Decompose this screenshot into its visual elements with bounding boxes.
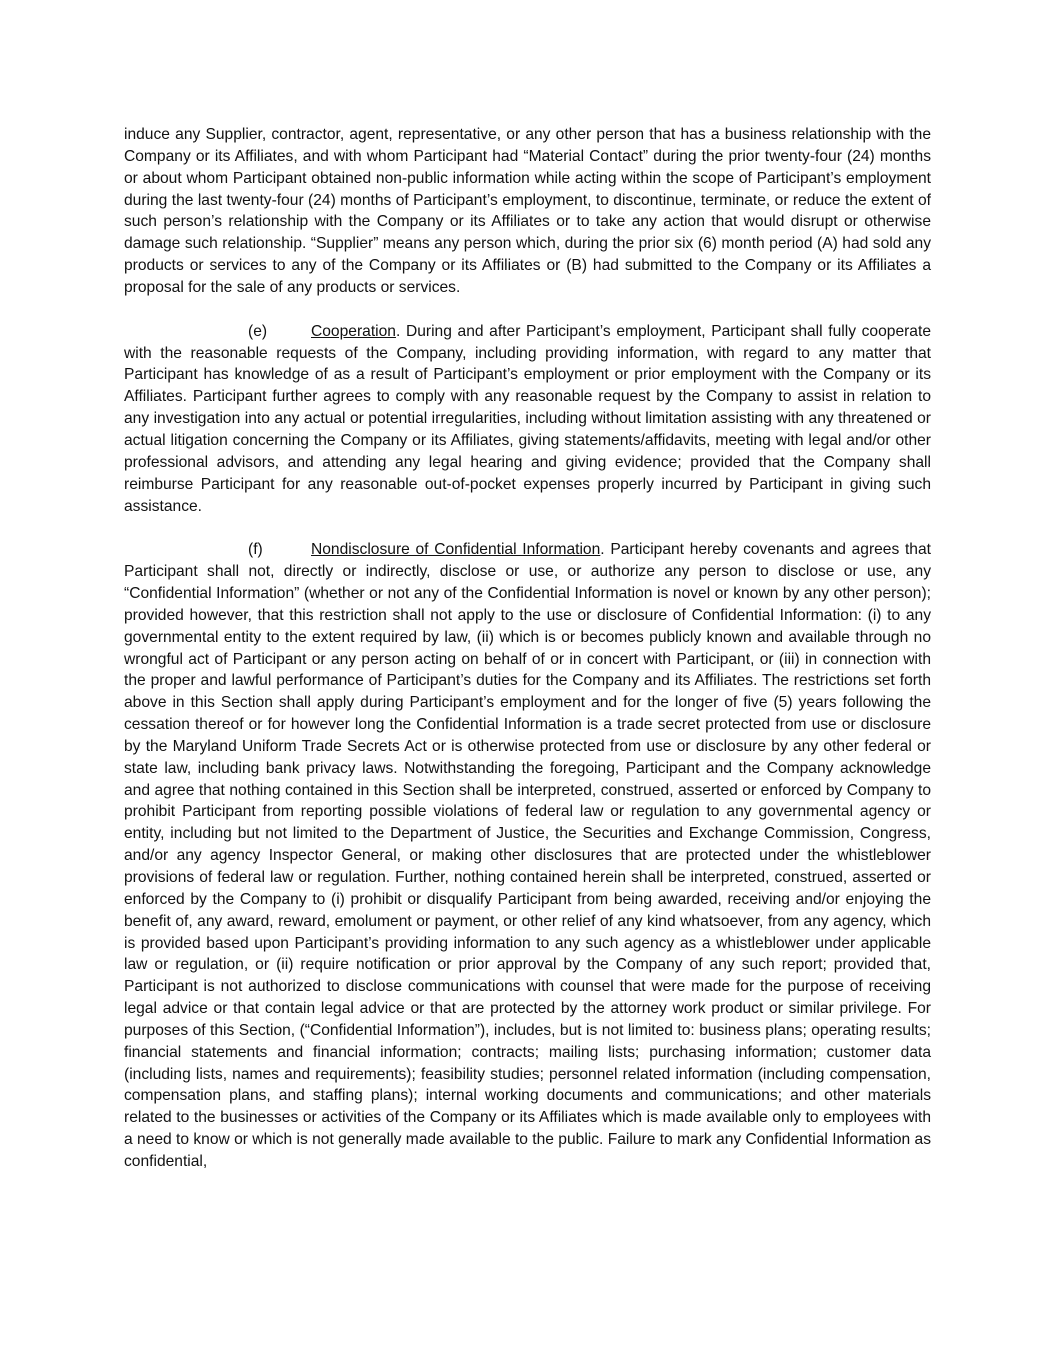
section-e-body: . During and after Participant’s employment, Participant shall fully cooperate with the reasonable requests of the Company, including providing information, with regard to any matter that Participant has knowledge of as a result of Participant’s employment or prior employment with the Company or its Affiliates. Participant further agrees to comply with any reasonable request by the Company to assist in relation to any investigation into any actual or potential irregularities, including without limitation assisting with any threatened or actual litigation concerning the Company or its Affiliates, giving statements/affidavits, meeting with legal and/or other professional advisors, and attending any legal hearing and giving evidence; provided that the Company shall reimburse Participant for any reasonable out-of-pocket expenses properly incurred by Participant in giving such assistance. (124, 322, 931, 515)
section-e-heading: Cooperation (311, 322, 396, 340)
section-f-marker: (f) (248, 541, 263, 559)
paragraph-supplier-continuation: induce any Supplier, contractor, agent, representative, or any other person that has a business relationship with the Company or its Affiliates, and with whom Participant had “Material Contact” during the prior twenty-four (24) months or about whom Participant obtained non-public information while acting within the scope of Participant’s employment during the last twenty-four (24) months of Participant’s employment, to discontinue, terminate, or reduce the extent of such person’s relationship with the Company or its Affiliates or to take any action that would disrupt or otherwise damage such relationship. “Supplier” means any person which, during the prior six (6) month period (A) had sold any products or services to any of the Company or its Affiliates or (B) had submitted to the Company or its Affiliates a proposal for the sale of any products or services. (124, 126, 931, 296)
section-f-nondisclosure (124, 539, 931, 1172)
section-f-heading: Nondisclosure of Confidential Information (311, 541, 601, 559)
section-f-body: . Participant hereby covenants and agrees that Participant shall not, directly or indirectly, disclose or use, or authorize any person to disclose or use, any “Confidential Information” (whether or not any of the Confidential Information is novel or known by any other person); provided however, that this restriction shall not apply to the use or disclosure of Confidential Information: (i) to any governmental entity to the extent required by law, (ii) which is or becomes publicly known and available through no wrongful act of Participant or any person acting on behalf of or in concert with Participant, or (iii) in connection with the proper and lawful performance of Participant’s duties for the Company and its Affiliates. The restrictions set forth above in this Section shall apply during Participant’s employment and for the longer of five (5) years following the cessation thereof or for however long the Confidential Information is a trade secret protected from use or disclosure by the Maryland Uniform Trade Secrets Act or is otherwise protected from use or disclosure by any other federal or state law, including bank privacy laws. Notwithstanding the foregoing, Participant and the Company acknowledge and agree that nothing contained in this Section shall be interpreted, construed, asserted or enforced by Company to prohibit Participant from reporting possible violations of federal law or regulation to any governmental agency or entity, including but not limited to the Department of Justice, the Securities and Exchange Commission, Congress, and/or any agency Inspector General, or making other disclosures that are protected under the whistleblower provisions of federal law or regulation. Further, nothing contained herein shall be interpreted, construed, asserted or enforced by the Company to (i) prohibit or disqualify Participant from being awarded, receiving and/or enjoying the benefit of, any award, reward, emolument or payment, or other relief of any kind whatsoever, from any agency, which is provided based upon Participant’s providing information to any such agency as a whistleblower under applicable law or regulation, or (ii) require notification or prior approval by the Company of any such report; provided that, Participant is not authorized to disclose communications with counsel that were made for the purpose of receiving legal advice or that contain legal advice or that are protected by the attorney work product or similar privilege. For purposes of this Section, (“Confidential Information”), includes, but is not limited to: business plans; operating results; financial statements and financial information; contracts; mailing lists; purchasing information; customer data (including lists, names and requirements); feasibility studies; personnel related information (including compensation, compensation plans, and staffing plans); internal working documents and communications; and other materials related to the businesses or activities of the Company or its Affiliates which is made available only to employees with a need to know or which is not generally made available to the public. Failure to mark any Confidential Information as confidential, (124, 541, 931, 1170)
document-page (124, 124, 931, 1195)
section-e-marker: (e) (248, 322, 268, 340)
section-e-cooperation (124, 321, 931, 518)
